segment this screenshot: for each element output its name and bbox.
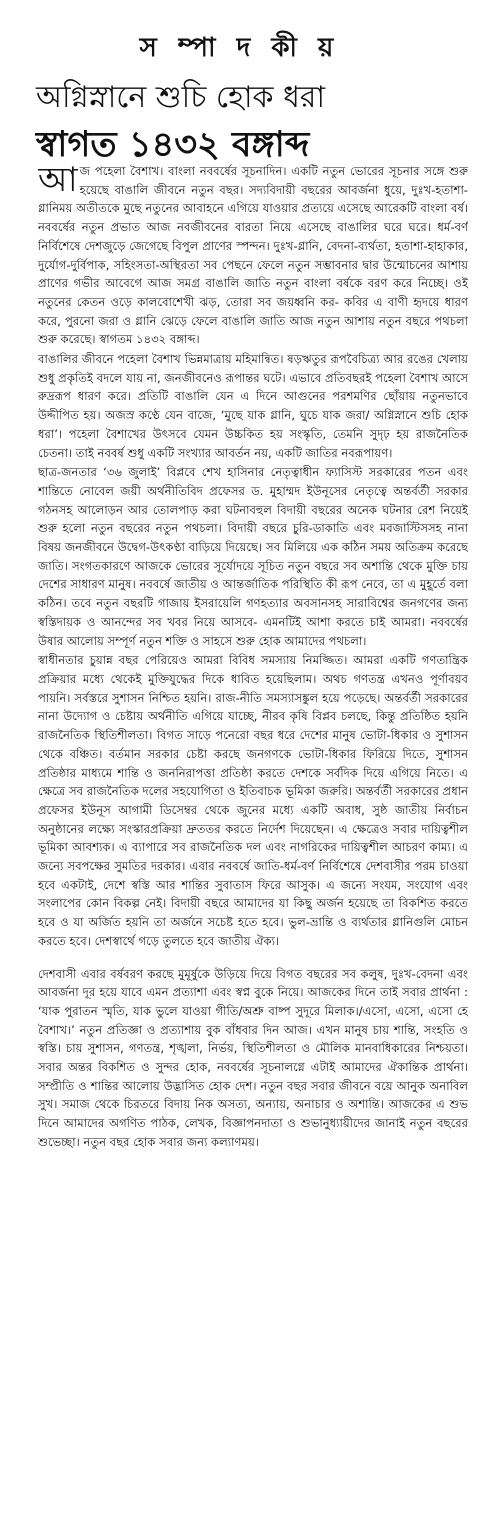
drop-cap: আ	[38, 162, 78, 200]
headline-primary: অগ্নিস্নানে শুচি হোক ধরা	[36, 80, 326, 115]
paragraph-1	[38, 162, 468, 349]
paragraph-2: বাঙালির জীবনে পহেলা বৈশাখ ভিন্নমাত্রায় মহিমান্বিত। ষড়ঋতুর রূপবৈচিত্র্য আর রঙের খেলায় শুধু প্রকৃতিই বদলে যায় না, জনজীবনেও রূপান্তর ঘটে। এভাবে প্রতিবছরই পহেলা বৈশাখ আসে রুদ্ররূপ ধারণ করে। প্রতিটি বাঙালি যেন এ দিনে আগুনের পরশমণির ছোঁয়ায় নতুনভাবে উদ্দীপিত হয়। অজস্র কণ্ঠে যেন বাজে, ‘মুছে যাক গ্লানি, ঘুচে যাক জরা/ অগ্নিস্নানে শুচি হোক ধরা’। পহেলা বৈশাখের উৎসবে যেমন উচ্চকিত হয় সংস্কৃতি, তেমনি সুদৃঢ় হয় রাজনৈতিক চেতনা। তাই নববর্ষ শুধু একটি সংখ্যার আবর্তন নয়, একটি জাতির নবরূপায়ণ।	[38, 352, 468, 460]
headline-secondary: স্বাগত ১৪৩২ বঙ্গাব্দ	[36, 125, 310, 165]
section-title: স ম্পা দ কী য়	[139, 33, 340, 63]
paragraph-3: ছাত্র-জনতার ‘৩৬ জুলাই’ বিপ্লবে শেখ হাসিনার নেতৃত্বাধীন ফ্যাসিস্ট সরকারের পতন এবং শান্তিতে নোবেল জয়ী অর্থনীতিবিদ প্রফেসর ড. মুহাম্মদ ইউনূসের নেতৃত্বে অন্তর্বর্তী সরকার গঠনসহ আলোড়ন আর তোলপাড় করা ঘটনাবহুল বিদায়ী বছরের অনেক ঘটনার রেশ নিয়েই শুরু হলো নতুন বছরের নতুন পথচলা। বিদায়ী বছরে চুরি-ডাকাতি এবং মবজাস্টিসসহ নানা বিষয় জনজীবনে উদ্বেগ-উৎকণ্ঠা বাড়িয়ে দিয়েছে। সব মিলিয়ে এক কঠিন সময় অতিক্রম করেছে জাতি। সংগতকারণে আজকে ভোরের সূর্যোদয়ে সূচিত নতুন বছরে সব অশান্তি থেকে মুক্তি চায় দেশের সাধারণ মানুষ। নববর্ষে জাতীয় ও আন্তর্জাতিক পরিস্থিতি কী রূপ নেবে, তা এ মুহূর্তে বলা কঠিন। তবে নতুন বছরটি গাজায় ইসরায়েলি গণহত্যার অবসানসহ সারাবিশ্বের জনগণের জন্য স্বস্তিদায়ক ও আনন্দের সব খবর নিয়ে আসবে- এমনটিই আশা করতে চাই আমরা। নববর্ষের উষার আলোয় সম্পূর্ণ নতুন শক্তি ও সাহসে শুরু হোক আমাদের পথচলা।	[38, 465, 468, 648]
paragraph-1-text: জ পহেলা বৈশাখ। বাংলা নববর্ষের সূচনাদিন। একটি নতুন ভোরের সূচনার সঙ্গে শুরু হয়েছে বাঙালি জীবনে নতুন বছর। সদ্যবিদায়ী বছরের আবর্জনা ধুয়ে, দুঃখ-হতাশা-গ্লানিময় অতীতকে মুছে নতুনের আবাহনে এগিয়ে যাওয়ার প্রত্যয়ে এসেছে আরেকটি বাংলা বর্ষ। নববর্ষের নতুন প্রভাত আজ নবজীবনের বারতা নিয়ে এসেছে বাঙালির ঘরে ঘরে। ধর্ম-বর্ণ নির্বিশেষে দেশজুড়ে জেগেছে বিপুল প্রাণের স্পন্দন। দুঃখ-গ্লানি, বেদনা-ব্যর্থতা, হতাশা-হাহাকার, দুর্যোগ-দুর্বিপাক, সহিংসতা-অস্থিরতা সব পেছনে ফেলে নতুন সম্ভাবনার দ্বার উন্মোচনের আশায় প্রাণের গভীর আবেগে আজ সমগ্র বাঙালি জাতি নতুন বাংলা বর্ষকে বরণ করে নিচ্ছে। ওই নতুনের কেতন ওড়ে কালবোশেখী ঝড়, তোরা সব জয়ধ্বনি কর- কবির এ বাণী হৃদয়ে ধারণ করে, পুরনো জরা ও গ্লানি ঝেড়ে ফেলে বাঙালি জাতি আজ নতুন আশায় নতুন বছরে পথচলা শুরু করেছে। স্বাগতম ১৪৩২ বঙ্গাব্দ।	[38, 164, 468, 347]
paragraph-5: দেশবাসী এবার বর্ষবরণ করছে মুমূর্ষুকে উড়িয়ে দিয়ে বিগত বছরের সব কলুষ, দুঃখ-বেদনা এবং আবর্জনা দূর হয়ে যাবে এমন প্রত্যাশা এবং স্বপ্ন বুকে নিয়ে। আজকের দিনে তাই সবার প্রার্থনা : ‘যাক পুরাতন স্মৃতি, যাক ভুলে যাওয়া গীতি/অশ্রু বাষ্প সুদূরে মিলাক।/এসো, এসো, এসো হে বৈশাখ।’ নতুন প্রতিজ্ঞা ও প্রত্যাশায় বুক বাঁধবার দিন আজ। এখন মানুষ চায় শান্তি, সংহতি ও স্বস্তি। চায় সুশাসন, গণতন্ত্র, শৃঙ্খলা, নির্ভয়, স্থিতিশীলতা ও মৌলিক মানবাধিকারের নিশ্চয়তা। সবার অন্তর বিকশিত ও সুন্দর হোক, নববর্ষের সূচনালগ্নে এটাই আমাদের ঐকান্তিক প্রার্থনা। সম্প্রীতি ও শান্তির আলোয় উদ্ভাসিত হোক দেশ। নতুন বছর সবার জীবনে বয়ে আনুক অনাবিল সুখ। সমাজ থেকে চিরতরে বিদায় নিক অসত্য, অন্যায়, অনাচার ও অশান্তি। আজকের এ শুভ দিনে আমাদের অগণিত পাঠক, লেখক, বিজ্ঞাপনদাতা ও শুভানুধ্যায়ীদের জানাই নতুন বছরের শুভেচ্ছা। নতুন বছর হোক সবার জন্য কল্যাণময়।	[38, 966, 468, 1149]
paragraph-4: স্বাধীনতার চুয়ান্ন বছর পেরিয়েও আমরা বিবিধ সমস্যায় নিমজ্জিত। আমরা একটি গণতান্ত্রিক প্রক্রিয়ার মধ্যে থেকেই মুক্তিযুদ্ধের দিকে ধাবিত হয়েছিলাম। অথচ গণতন্ত্র এখনও পূর্ণাবয়ব পায়নি। সর্বস্তরে সুশাসন নিশ্চিত হয়নি। রাজ-নীতি সমস্যাসঙ্কুল হয়ে পড়েছে। অন্তর্বর্তী সরকারের নানা উদ্যোগ ও চেষ্টায় অর্থনীতি এগিয়ে যাচ্ছে, নীরব কৃষি বিপ্লব চলছে, কিন্তু প্রতিষ্ঠিত হয়নি রাজনৈতিক স্থিতিশীলতা। বিগত সাড়ে পনেরো বছর ধরে দেশের মানুষ ভোটা-ধিকার ও সুশাসন থেকে বঞ্চিত। বর্তমান সরকার চেষ্টা করছে জনগণকে ভোটা-ধিকার ফিরিয়ে দিতে, সুশাসন প্রতিষ্ঠার মাধ্যমে শান্তি ও জননিরাপত্তা প্রতিষ্ঠা করতে দেশকে সর্বদিক দিয়ে এগিয়ে নিতে। এ ক্ষেত্রে সব রাজনৈতিক দলের সহযোগিতা ও ইতিবাচক ভূমিকা জরুরি। অন্তর্বর্তী সরকারের প্রধান প্রফেসর ইউনূস আগামী ডিসেম্বর থেকে জুনের মধ্যে একটি অবাধ, সুষ্ঠ জাতীয় নির্বাচন অনুষ্ঠানের লক্ষ্যে সংস্কারপ্রক্রিয়া দ্রুততর করতে নির্দেশ দিয়েছেন। এ ক্ষেত্রেও সবার দায়িত্বশীল ভূমিকা আবশ্যক। এ ব্যাপারে সব রাজনৈতিক দল এবং নাগরিকের দায়িত্বশীল আচরণ কাম্য। এ জন্যে সবপক্ষের সুমতির দরকার। এবার নববর্ষে জাতি-ধর্ম-বর্ণ নির্বিশেষে দেশবাসীর পরম চাওয়া হবে একটাই, দেশে স্বস্তি আর শান্তির সুবাতাস ফিরে আসুক। এ জন্যে সংযম, সংযোগ এবং সংলাপের কোন বিকল্প নেই। বিদায়ী বছরে আমাদের যা কিছু অর্জন হয়েছে তা বিকশিত করতে হবে ও যা অর্জিত হয়নি তা অর্জনে সচেষ্ট হতে হবে। ভুল-ভ্রান্তি ও ব্যর্থতার গ্লানিগুলি মোচন করতে হবে। দেশস্বার্থে গড়ে তুলতে হবে জাতীয় ঐক্য।	[38, 653, 468, 948]
editorial-body	[38, 162, 468, 1507]
